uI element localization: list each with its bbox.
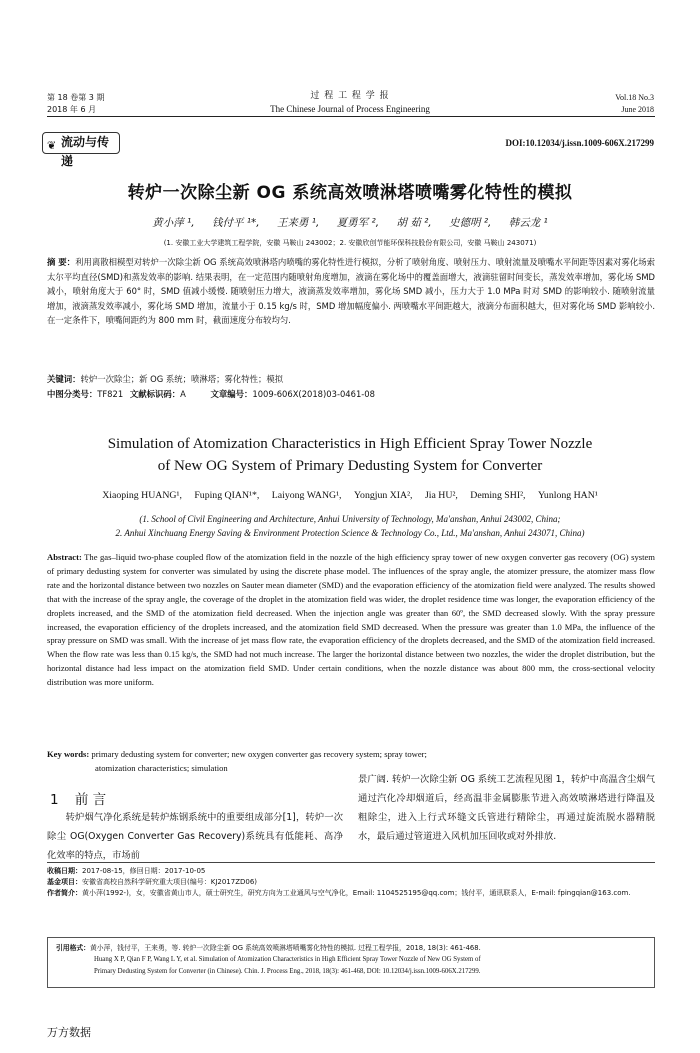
authors-en [0,490,700,501]
keywords-en-text-2: atomization characteristics; simulation [95,762,228,773]
citation-en-2: Primary Dedusting System for Converter (in Chinese). Chin. J. Process Eng., 2018, 18(3): 461-468, DOI: 10.12034/j.issn.1009-606X.217299. [94,967,481,975]
abstract-en-label: Abstract: [47,552,82,562]
author-bio-value: 黄小萍(1992-)，女，安徽省黄山市人，硕士研究生，研究方向为工业通风与空气净化，Email: 1104525195@qq.com；钱付平，通讯联系人，E-mail: fpingqian@163.com. [82,889,631,897]
author-en: Laiyong WANG¹, [271,490,342,501]
clc-label: 中图分类号： [47,389,98,399]
footnote-rule [47,862,655,863]
author-en: Yunlong HAN¹ [537,490,598,501]
keywords-en-text: primary dedusting system for converter; new oxygen converter gas recovery system; spray tower; [91,749,427,759]
abstract-en-text: The gas–liquid two-phase coupled flow of the atomization field in the nozzle of the high efficiency spray tower of new oxygen converter gas recovery (OG) system of primary dedusting system for converter was simulated by using the discrete phase model. The influences of the spray angle, the atomizer pressure, the atomizer mass flow rate and the horizontal distance between two nozzles on Sauter mean diameter (SMD) and the evaporation efficiency of the atomization field were analyzed. The results showed that with the increase of the spray angle, the coverage of the droplet in the atomization field was wider, the droplet residence time was longer, the evaporation efficiency of the droplets increased, and the SMD of the atomization field decreased. When the injection angle was greater than 60º, the SMD decreased slowly. With the spray pressure increased, the evaporation efficiency of the droplets increased, and the atomization field SMD decreased. When the pressure was greater than 1.0 MPa, the influence of the spray pressure on SMD was small. With the increase of jet mass flow rate, the evaporation efficiency of the droplets decreased, and the SMD of the atomization field increased. When the flow rate was less than 0.15 kg/s, the SMD had not much increase. The larger the horizontal distance between two nozzles, the wider the droplet distribution, but the horizontal distance had less impact on the atomization field SMD. Under certain conditions, when the nozzle distance was about 800 mm, the cross-sectional velocity distribution was more uniform. [47,552,655,688]
page-title-en [0,433,700,477]
section-badge [42,132,120,168]
footnote-author [47,888,655,898]
doi[interactable]: DOI:10.12034/j.issn.1009-606X.217299 [505,138,654,148]
author-bio-label: 作者简介： [47,889,82,897]
header-rule [47,116,655,117]
section-heading [50,788,106,808]
abstract-cn-label: 摘 要： [47,257,76,267]
flourish-icon: ❦ [47,139,57,152]
journal-name-cn: 过 程 工 程 学 报 [310,91,390,101]
volume-issue-en: Vol.18 No.3 [615,93,654,102]
citation-en-1: Huang X P, Qian F P, Wang L Y, et al. Simulation of Atomization Characteristics in High Efficient Spray Tower Nozzle of New OG System of [94,955,481,963]
volume-issue-cn: 第 18 卷第 3 期 [47,93,105,102]
article-number-label: 文章编号： [210,389,253,399]
author-en: Jia HU², [424,490,458,501]
title-en-line: Simulation of Atomization Characteristics in High Efficient Spray Tower Nozzle [107,436,593,452]
received-value: 2017-08-15，修回日期：2017-10-05 [82,867,206,875]
author-en: Fuping QIAN¹*, [194,490,260,501]
section-badge-label: 流动与传递 [61,135,110,168]
affiliations-cn: (1. 安徽工业大学建筑工程学院，安徽 马鞍山 243002；2. 安徽欣创节能环保科技股份有限公司，安徽 马鞍山 243071) [163,239,537,247]
author-en: Deming SHI², [470,490,526,501]
intro-left-column: 转炉烟气净化系统是转炉炼钢系统中的重要组成部分[1]，转炉一次除尘 OG(Oxygen Converter Gas Recovery)系统具有低能耗、高净化效率的特点，市场前 [47,812,343,861]
date-en: June 2018 [621,105,654,114]
journal-name-en: The Chinese Journal of Process Engineering [270,104,430,114]
footnote-fund [47,877,655,887]
affiliation-en-2: 2. Anhui Xinchuang Energy Saving & Environment Protection Science & Technology Co., Ltd., Ma'anshan, Anhui 243071, China) [115,528,585,538]
abstract-en [47,551,655,690]
author-cn: 钱付平 ¹*, [211,217,260,229]
doc-code-value: A [180,389,186,399]
date-cn: 2018 年 6 月 [47,105,97,114]
abstract-cn [47,255,655,328]
keywords-cn-text: 转炉一次除尘；新 OG 系统；喷淋塔；雾化特性；模拟 [80,374,284,384]
citation-box [47,937,655,988]
abstract-cn-text: 利用离散相模型对转炉一次除尘新 OG 系统高效喷淋塔内喷嘴的雾化特性进行模拟，分析了喷射角度、喷射压力、喷射流量及喷嘴水平间距等因素对雾化场索太尔平均直径(SMD)和蒸发效率的影响. 结果表明，在一定范围内随喷射角度增加，液滴在雾化场中的覆盖面增大，液滴驻留时间变长，蒸发效率增加，雾化场 SMD 减小，喷射角度大于 60° 时，SMD 值减小缓慢. 随喷射压力增大，液滴蒸发效率增加，雾化场 SMD 减小，压力大于 1.0 MPa 时对 SMD 的影响较小. 随喷射流量增加，液滴蒸发效率减小，雾化场 SMD 增加，流量小于 0.15 kg/s 时，SMD 增加幅度偏小. 两喷嘴水平间距越大，液滴分布面积越大，但对雾化场 SMD 影响较小. 在一定条件下，喷嘴间距约为 800 mm 时，截面速度分布较均匀. [47,257,656,326]
author-cn: 夏勇军 ², [336,217,380,229]
section-number: 1 [50,792,59,808]
author-cn: 王来勇 ¹, [276,217,320,229]
title-en-line: of New OG System of Primary Dedusting System for Converter [157,458,543,474]
clc-value: TF821 [97,389,124,399]
author-cn: 黄小萍 ¹, [152,217,195,229]
affiliation-en-1: (1. School of Civil Engineering and Architecture, Anhui University of Technology, Ma'anshan, Anhui 243002, China; [139,514,561,524]
keywords-en-label: Key words: [47,749,90,759]
section-title: 前 言 [74,792,107,808]
footnote-received [47,866,655,876]
fund-label: 基金项目： [47,878,82,886]
watermark: 万方数据 [47,1026,91,1039]
author-cn: 韩云龙 ¹ [508,217,548,229]
classification-cn [47,387,655,402]
keywords-cn [47,372,655,387]
author-cn: 史德明 ², [448,217,492,229]
doc-code-label: 文献标识码： [129,389,181,399]
citation-label: 引用格式： [56,944,90,952]
author-en: Yongjun XIA², [353,490,413,501]
page-title-cn: 转炉一次除尘新 OG 系统高效喷淋塔喷嘴雾化特性的模拟 [127,183,573,203]
fund-value: 安徽省高校自然科学研究重大项目(编号：KJ2017ZD06) [82,878,258,886]
received-label: 收稿日期： [47,867,82,875]
keywords-cn-label: 关键词： [47,374,81,384]
intro-right-column: 景广阔. 转炉一次除尘新 OG 系统工艺流程见图 1，转炉中高温含尘烟气通过汽化冷却烟道后，经高温非金属膨胀节进入高效喷淋塔进行降温及粗除尘，进入上行式环缝文氏管进行精除尘，再通过旋流脱水器精脱水，最后通过管道进入风机加压回收或对外排放. [358,774,655,842]
citation-cn: 黄小萍，钱付平，王来勇，等. 转炉一次除尘新 OG 系统高效喷淋塔喷嘴雾化特性的模拟. 过程工程学报，2018, 18(3): 461-468. [89,944,481,952]
author-cn: 胡 茹 ², [396,217,432,229]
article-number-value: 1009-606X(2018)03-0461-08 [252,389,375,399]
author-en: Xiaoping HUANG¹, [102,490,182,501]
authors-cn [0,215,700,230]
